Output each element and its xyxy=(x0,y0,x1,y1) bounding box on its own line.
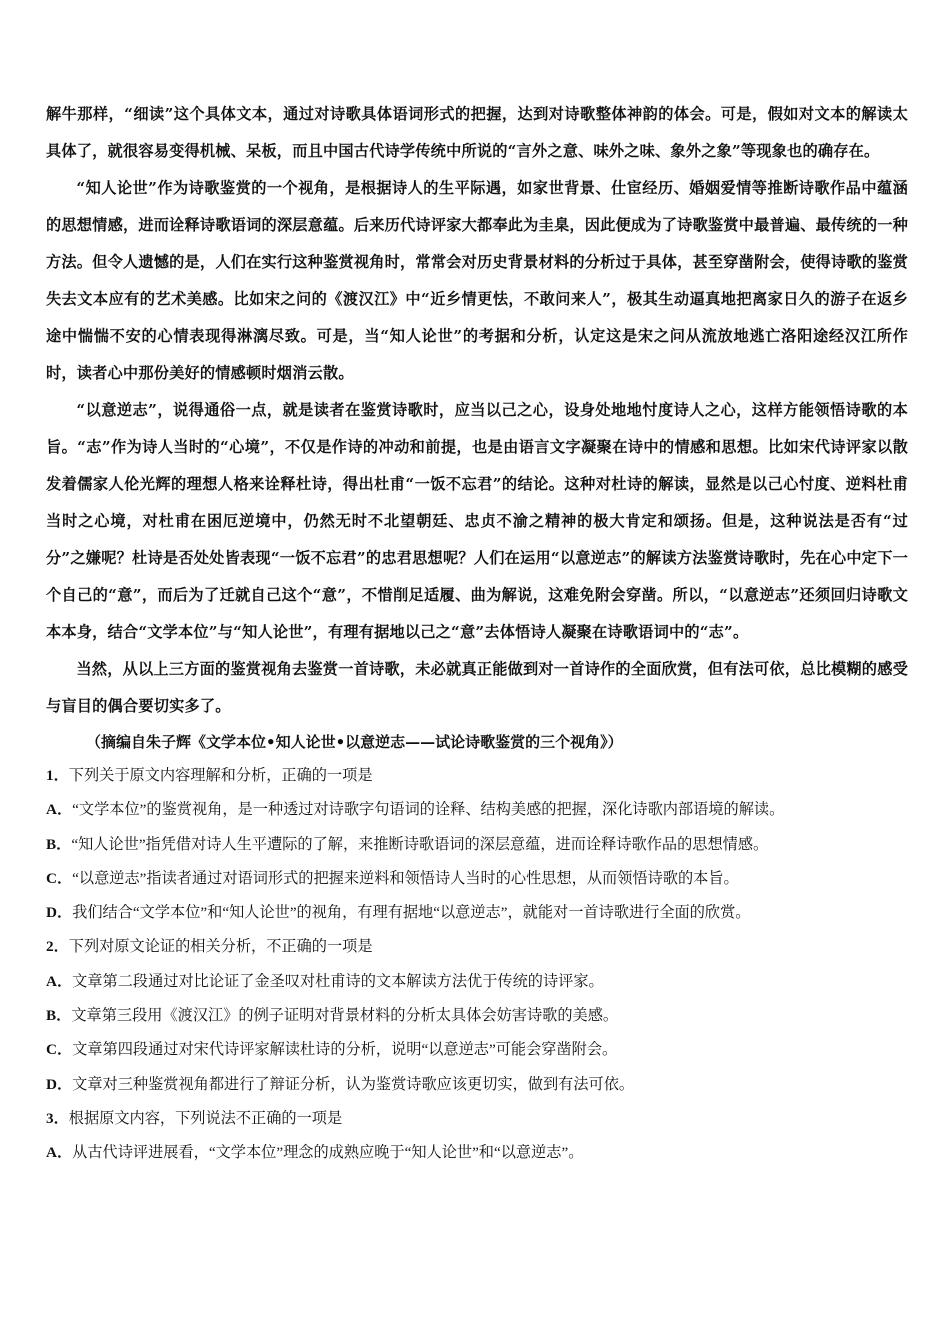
question-number: 1． xyxy=(46,767,69,784)
option-d[interactable] xyxy=(46,896,908,930)
option-b[interactable] xyxy=(46,828,908,862)
option-d[interactable] xyxy=(46,1068,908,1102)
question-stem xyxy=(46,930,908,964)
option-text: 文章对三种鉴赏视角都进行了辩证分析，认为鉴赏诗歌应该更切实，做到有法可依。 xyxy=(72,1075,635,1093)
question-stem xyxy=(46,759,908,793)
option-label: B． xyxy=(46,1007,72,1025)
option-text: “以意逆志”指读者通过对语词形式的把握来逆料和领悟诗人当时的心性思想，从而领悟诗歌的本旨。 xyxy=(72,869,739,887)
passage-source: （摘编自朱子辉《文学本位•知人论世•以意逆志——试论诗歌鉴赏的三个视角》） xyxy=(86,733,623,751)
question-number: 2． xyxy=(46,938,69,956)
option-label: B． xyxy=(46,835,72,853)
option-label: C． xyxy=(46,1041,73,1059)
option-text: 文章第三段用《渡汉江》的例子证明对背景材料的分析太具体会妨害诗歌的美感。 xyxy=(71,1007,619,1025)
passage-paragraph-1: 解牛那样，“细读”这个具体文本，通过对诗歌具体语词形式的把握，达到对诗歌整体神韵的体会。可是，假如对文本的解读太具体了，就很容易变得机械、呆板，而且中国古代诗学传统中所说的“言外之意、味外之味、象外之象”等现象也的确存在。 xyxy=(46,105,908,160)
option-c[interactable] xyxy=(46,1033,908,1067)
question-1 xyxy=(46,759,908,930)
option-text: 从古代诗评进展看，“文学本位”理念的成熟应晚于“知人论世”和“以意逆志”。 xyxy=(72,1144,584,1162)
question-2 xyxy=(46,930,908,1101)
question-text: 根据原文内容，下列说法不正确的一项是 xyxy=(68,1109,343,1127)
option-text: “知人论世”指凭借对诗人生平遭际的了解，来推断诗歌语词的深层意蕴，进而诠释诗歌作品的思想情感。 xyxy=(71,835,769,853)
document-page xyxy=(46,96,908,1171)
option-a[interactable] xyxy=(46,965,908,999)
option-label: A． xyxy=(46,801,73,819)
option-a[interactable] xyxy=(46,793,908,827)
option-label: A． xyxy=(46,972,73,990)
option-text: 我们结合“文学本位”和“知人论世”的视角，有理有据地“以意逆志”，就能对一首诗歌进行全面的欣赏。 xyxy=(72,904,751,922)
question-stem xyxy=(46,1102,908,1136)
question-number: 3． xyxy=(46,1109,69,1127)
option-label: A． xyxy=(46,1144,73,1162)
option-label: D． xyxy=(46,1075,73,1093)
question-3 xyxy=(46,1102,908,1171)
option-label: D． xyxy=(46,904,73,922)
option-text: 文章第二段通过对比论证了金圣叹对杜甫诗的文本解读方法优于传统的诗评家。 xyxy=(72,972,604,990)
option-b[interactable] xyxy=(46,999,908,1033)
option-text: 文章第四段通过对宋代诗评家解读杜诗的分析，说明“以意逆志”可能会穿凿附会。 xyxy=(72,1041,618,1059)
option-text: “文学本位”的鉴赏视角，是一种透过对诗歌字句语词的诠释、结构美感的把握，深化诗歌内部语境的解读。 xyxy=(72,801,785,819)
passage-paragraph-3: “以意逆志”，说得通俗一点，就是读者在鉴赏诗歌时，应当以己之心，设身处地地忖度诗人之心，这样方能领悟诗歌的本旨。“志”作为诗人当时的“心境”，不仅是作诗的冲动和前提，也是由语言文字凝聚在诗中的情感和思想。比如宋代诗评家以散发着儒家人伦光辉的理想人格来诠释杜诗，得出杜甫“一饭不忘君”的结论。这种对杜诗的解读，显然是以己心忖度、逆料杜甫当时之心境，对杜甫在困厄逆境中，仍然无时不北望朝廷、忠贞不渝之精神的极大肯定和颂扬。但是，这种说法是否有“过分”之嫌呢？杜诗是否处处皆表现“一饭不忘君”的忠君思想呢？人们在运用“以意逆志”的解读方法鉴赏诗歌时，先在心中定下一个自己的“意”，而后为了迁就自己这个“意”，不惜削足适履、曲为解说，这难免附会穿凿。所以，“以意逆志”还须回归诗歌文本本身，结合“文学本位”与“知人论世”，有理有据地以己之“意”去体悟诗人凝聚在诗歌语词中的“志”。 xyxy=(46,401,908,641)
passage-paragraph-4: 当然，从以上三方面的鉴赏视角去鉴赏一首诗歌，未必就真正能做到对一首诗作的全面欣赏，但有法可依，总比模糊的感受与盲目的偶合要切实多了。 xyxy=(46,660,908,715)
question-text: 下列关于原文内容理解和分析，正确的一项是 xyxy=(68,767,373,784)
option-label: C． xyxy=(46,869,73,887)
option-c[interactable] xyxy=(46,862,908,896)
question-text: 下列对原文论证的相关分析，不正确的一项是 xyxy=(68,938,373,956)
option-a[interactable] xyxy=(46,1136,908,1170)
passage-paragraph-2: “知人论世”作为诗歌鉴赏的一个视角，是根据诗人的生平际遇，如家世背景、仕宦经历、婚姻爱情等推断诗歌作品中蕴涵的思想情感，进而诠释诗歌语词的深层意蕴。后来历代诗评家大都奉此为圭臬，因此便成为了诗歌鉴赏中最普遍、最传统的一种方法。但令人遗憾的是，人们在实行这种鉴赏视角时，常常会对历史背景材料的分析过于具体，甚至穿凿附会，使得诗歌的鉴赏失去文本应有的艺术美感。比如宋之问的《渡汉江》中“近乡情更怯，不敢问来人”，极其生动逼真地把离家日久的游子在返乡途中惴惴不安的心情表现得淋漓尽致。可是，当“知人论世”的考据和分析，认定这是宋之问从流放地逃亡洛阳途经汉江所作时，读者心中那份美好的情感顿时烟消云散。 xyxy=(46,179,908,382)
